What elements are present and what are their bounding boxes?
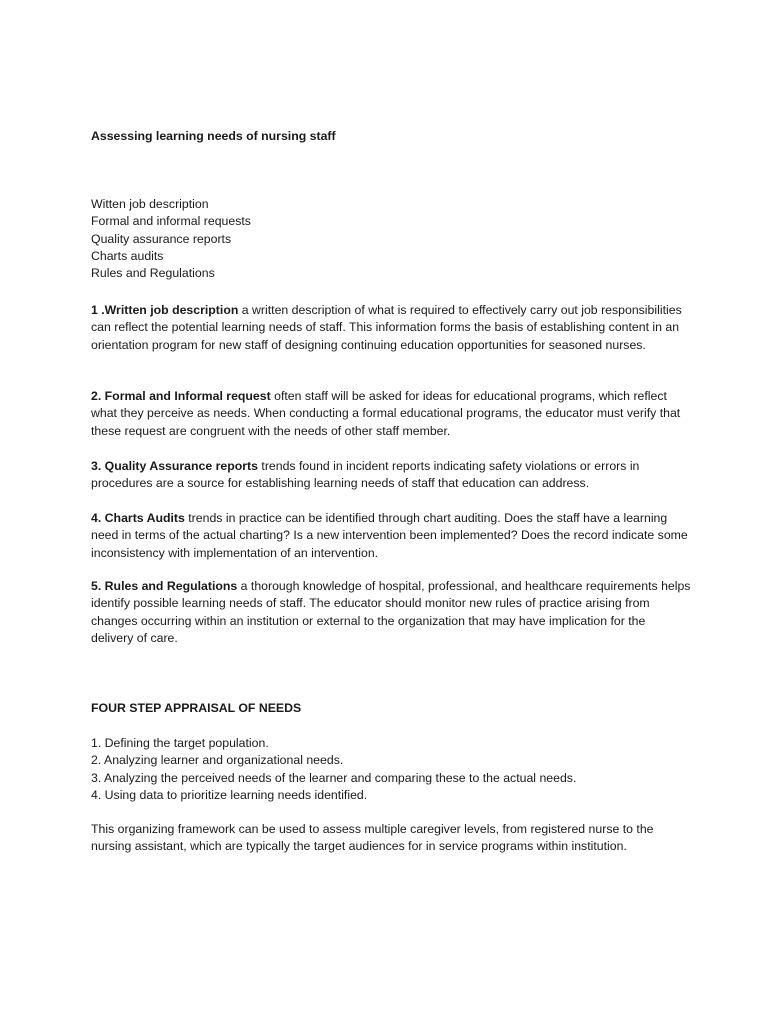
list-item: Witten job description: [91, 197, 209, 211]
paragraph-body: a written description of what is required to effectively carry out job responsibilities can reflect the potential learning needs of staff. This information forms the basis of establishing content in an orientation program for new staff of designing continuing education opportunities for seasoned nurses.: [91, 303, 682, 352]
list-item: Formal and informal requests: [91, 214, 251, 229]
sources-list: [91, 196, 251, 282]
paragraph-heading: 2. Formal and Informal request: [91, 389, 271, 403]
list-item: 1. Defining the target population.: [91, 736, 269, 750]
paragraph-body: a thorough knowledge of hospital, professional, and healthcare requirements helps identify possible learning needs of staff. The educator should monitor new rules of practice arising from changes occurring within an institution or external to the organization that may have implication for the delivery of care.: [91, 579, 691, 645]
paragraph-heading: 5. Rules and Regulations: [91, 579, 238, 593]
paragraph-charts-audits: [91, 510, 691, 562]
list-item: 3. Analyzing the perceived needs of the learner and comparing these to the actual needs.: [91, 770, 577, 785]
section-heading: FOUR STEP APPRAISAL OF NEEDS: [91, 701, 302, 715]
paragraph-heading: 1 .Written job description: [91, 303, 239, 317]
list-item: Rules and Regulations: [91, 266, 215, 281]
paragraph-job-description: [91, 302, 691, 354]
paragraph-rules-regulations: [91, 578, 691, 647]
paragraph-heading: 3. Quality Assurance reports: [91, 459, 258, 473]
paragraph-heading: 4. Charts Audits: [91, 511, 185, 525]
list-item: Quality assurance reports: [91, 231, 232, 246]
list-item: 4. Using data to prioritize learning needs identified.: [91, 787, 368, 802]
list-item: Charts audits: [91, 248, 164, 263]
document-title: Assessing learning needs of nursing staff: [91, 129, 336, 143]
paragraph-body: trends in practice can be identified through chart auditing. Does the staff have a learning need in terms of the actual charting? Is a new intervention been implemented? Does the record indicate some inconsistency with implementation of an intervention.: [91, 511, 688, 560]
list-item: 2. Analyzing learner and organizational needs.: [91, 753, 344, 768]
paragraph-body: often staff will be asked for ideas for educational programs, which reflect what they perceive as needs. When conducting a formal educational programs, the educator must verify that these request are congruent with the needs of other staff member.: [91, 389, 681, 438]
closing-paragraph: This organizing framework can be used to assess multiple caregiver levels, from registered nurse to the nursing assistant, which are typically the target audiences for in service programs within institution.: [91, 822, 654, 854]
paragraph-formal-informal-request: [91, 388, 691, 440]
paragraph-quality-assurance: [91, 458, 691, 493]
steps-list: [91, 735, 576, 804]
paragraph-body: trends found in incident reports indicating safety violations or errors in procedures are a source for establishing learning needs of staff that education can address.: [91, 459, 640, 491]
